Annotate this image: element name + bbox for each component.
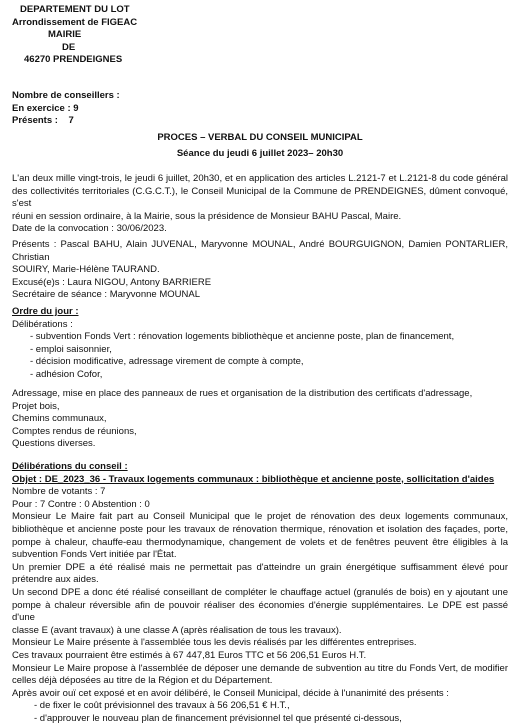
deliberation-line: bibliothèque et ancienne poste pour les travaux de rénovation thermique, rénovation et isolation des façades, porte, xyxy=(12,523,508,535)
header-arrondissement: Arrondissement de FIGEAC xyxy=(12,16,138,28)
decision-item: - d'approuver le nouveau plan de financement prévisionnel tel que présenté ci-dessous, xyxy=(34,712,402,724)
agenda-deliberations-label: Délibérations : xyxy=(12,318,73,330)
agenda-other-items xyxy=(12,388,508,451)
header-department: DEPARTEMENT DU LOT xyxy=(20,4,130,15)
agenda-item: - emploi saisonnier, xyxy=(30,343,112,355)
agenda-item: - adhésion Cofor, xyxy=(30,368,103,380)
deliberation-line: prétendre aux aides. xyxy=(12,574,99,586)
voters-count: Nombre de votants : 7 xyxy=(12,486,106,498)
deliberation-object: Objet : DE_2023_36 - Travaux logements communaux : bibliothèque et ancienne poste, sollicitation d'aides xyxy=(12,473,495,485)
deliberations-section xyxy=(12,461,508,725)
deliberation-line: Monsieur Le Maire présente à l'assemblée tous les devis réalisés par les différentes entreprises. xyxy=(12,637,417,649)
agenda-item: - subvention Fonds Vert : rénovation logements bibliothèque et ancienne poste, plan de financement, xyxy=(30,331,455,343)
intro-section xyxy=(12,173,508,302)
agenda-section xyxy=(12,306,508,382)
intro-line: des collectivités territoriales (C.G.C.T.), le Conseil Municipal de la Commune de PRENDEIGNES, dûment convoqué, s'est xyxy=(12,185,508,210)
presents-line: Présents : Pascal BAHU, Alain JUVENAL, Maryvonne MOUNAL, André BOURGUIGNON, Damien PONTARLIER, Christian xyxy=(12,238,508,263)
title-line-1: PROCES – VERBAL DU CONSEIL MUNICIPAL xyxy=(157,132,363,143)
agenda-other-item: Adressage, mise en place des panneaux de rues et organisation de la distribution des certificats d'adressage, xyxy=(12,388,473,399)
deliberation-line: Monsieur Le Maire fait part au Conseil Municipal que le projet de rénovation des deux logements communaux, xyxy=(12,511,508,523)
deliberation-body xyxy=(12,511,508,700)
vote-result: Pour : 7 Contre : 0 Abstention : 0 xyxy=(12,498,150,510)
agenda-other-item: Chemins communaux, xyxy=(12,413,107,425)
council-in-office: En exercice : 9 xyxy=(12,102,79,114)
agenda-other-item: Comptes rendus de réunions, xyxy=(12,425,137,437)
deliberations-title: Délibérations du conseil : xyxy=(12,461,128,472)
deliberation-line: Après avoir ouï cet exposé et en avoir délibéré, le Conseil Municipal, décide à l'unanimité des présents : xyxy=(12,687,449,699)
excused-line: Excusé(e)s : Laura NIGOU, Antony BARRIERE xyxy=(12,276,212,288)
header-mairie: MAIRIE xyxy=(48,29,82,41)
intro-line: L'an deux mille vingt-trois, le jeudi 6 juillet, 20h30, et en application des articles L.2121-7 et L.2121-8 du code général xyxy=(12,173,508,184)
title-line-2: Séance du jeudi 6 juillet 2023– 20h30 xyxy=(176,147,344,159)
deliberation-line: subvention Fonds Vert initiée par l'État. xyxy=(12,549,177,561)
agenda-other-item: Questions diverses. xyxy=(12,438,96,450)
deliberation-line: Monsieur Le Maire propose à l'assemblée de déposer une demande de subvention au titre du Fonds Vert, de modifier xyxy=(12,662,508,674)
convocation-date: Date de la convocation : 30/06/2023. xyxy=(12,223,167,235)
agenda-title: Ordre du jour : xyxy=(12,306,79,317)
deliberation-line: Ces travaux pourraient être estimés à 67 447,81 Euros TTC et 56 206,51 Euros H.T. xyxy=(12,649,367,661)
deliberation-line: celles déjà déposées au titre de la Région et du Département. xyxy=(12,675,273,687)
agenda-item: - décision modificative, adressage virement de compte à compte, xyxy=(30,356,304,368)
deliberation-line: pompe à chaleur, chauffe-eau thermodynamique, changement de volets et de fenêtres peuvent être éligibles à la xyxy=(12,536,508,548)
document-title xyxy=(12,132,508,160)
deliberation-line: classe E (avant travaux) à une classe A (après réalisation de tous les travaux). xyxy=(12,624,342,636)
presents-line: SOUIRY, Marie-Hélène TAURAND. xyxy=(12,264,160,276)
agenda-other-item: Projet bois, xyxy=(12,400,60,412)
deliberation-line: Un premier DPE a été réalisé mais ne permettait pas d'atteindre un grain énergétique suffisamment élevé pour xyxy=(12,561,508,573)
decision-item: - de fixer le coût prévisionnel des travaux à 56 206,51 € H.T., xyxy=(34,700,290,712)
intro-line: réuni en session ordinaire, à la Mairie, sous la présidence de Monsieur BAHU Pascal, Maire. xyxy=(12,210,402,222)
council-title: Nombre de conseillers : xyxy=(12,90,120,101)
header-postcode: 46270 PRENDEIGNES xyxy=(24,54,123,66)
header-de: DE xyxy=(62,41,76,53)
secretary-line: Secrétaire de séance : Maryvonne MOUNAL xyxy=(12,289,200,301)
deliberation-line: Un second DPE a donc été réalisé conseillant de compléter le chauffage actuel (granulés de bois) en y ajoutant une xyxy=(12,586,508,598)
deliberation-line: pompe à chaleur réversible afin de pouvoir réaliser des économies d'énergie supplémentaires. Le DPE est passé d'une xyxy=(12,599,508,624)
council-present: Présents : 7 xyxy=(12,115,74,127)
council-count xyxy=(12,90,508,128)
header-block xyxy=(12,4,138,67)
